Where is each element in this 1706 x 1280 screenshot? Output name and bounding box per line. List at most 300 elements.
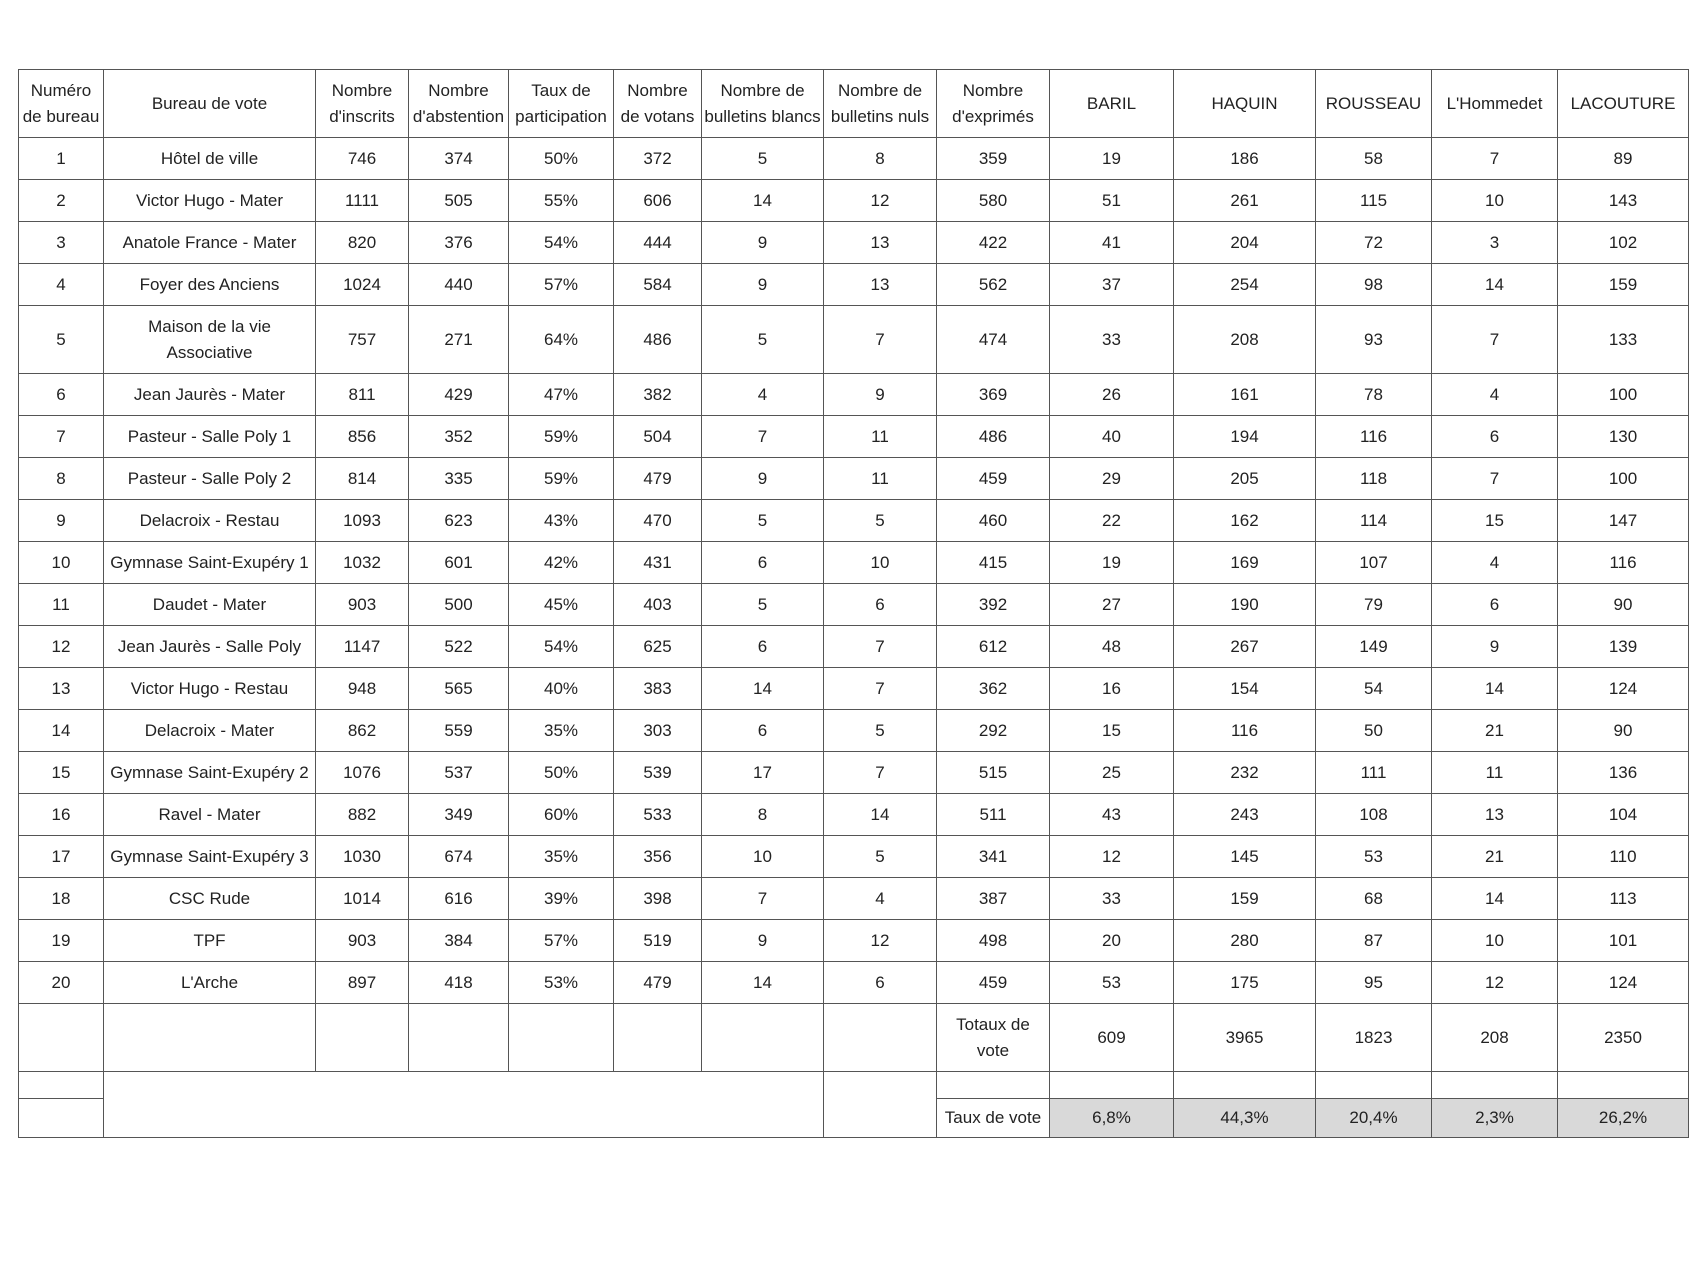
cell-blancs: 6 xyxy=(702,710,824,752)
cell-baril: 33 xyxy=(1050,306,1174,374)
cell-inscrits: 820 xyxy=(316,222,409,264)
cell-hommedet: 10 xyxy=(1432,180,1558,222)
cell-haquin: 175 xyxy=(1174,962,1316,1004)
cell-hommedet: 3 xyxy=(1432,222,1558,264)
cell-rousseau: 118 xyxy=(1316,458,1432,500)
cell-haquin: 280 xyxy=(1174,920,1316,962)
empty-cell xyxy=(824,1072,937,1099)
cell-haquin: 145 xyxy=(1174,836,1316,878)
cell-votans: 398 xyxy=(614,878,702,920)
cell-bureau: Delacroix - Restau xyxy=(104,500,316,542)
cell-baril: 41 xyxy=(1050,222,1174,264)
cell-nuls: 7 xyxy=(824,668,937,710)
table-row xyxy=(19,138,1689,180)
header-inscrits: Nombre d'inscrits xyxy=(316,70,409,138)
cell-inscrits: 1076 xyxy=(316,752,409,794)
empty-cell xyxy=(1558,1072,1689,1099)
header-numero: Numéro de bureau xyxy=(19,70,104,138)
cell-nuls: 11 xyxy=(824,458,937,500)
cell-bureau: Victor Hugo - Restau xyxy=(104,668,316,710)
rate-baril: 6,8% xyxy=(1050,1099,1174,1138)
header-row xyxy=(19,70,1689,138)
cell-rousseau: 116 xyxy=(1316,416,1432,458)
cell-baril: 26 xyxy=(1050,374,1174,416)
table-row xyxy=(19,542,1689,584)
cell-inscrits: 1093 xyxy=(316,500,409,542)
cell-participation: 64% xyxy=(509,306,614,374)
cell-haquin: 254 xyxy=(1174,264,1316,306)
cell-votans: 625 xyxy=(614,626,702,668)
cell-votans: 470 xyxy=(614,500,702,542)
cell-num: 16 xyxy=(19,794,104,836)
total-rousseau: 1823 xyxy=(1316,1004,1432,1072)
cell-hommedet: 6 xyxy=(1432,416,1558,458)
cell-bureau: Jean Jaurès - Mater xyxy=(104,374,316,416)
cell-bureau: Foyer des Anciens xyxy=(104,264,316,306)
cell-votans: 372 xyxy=(614,138,702,180)
cell-num: 6 xyxy=(19,374,104,416)
cell-participation: 43% xyxy=(509,500,614,542)
cell-inscrits: 1147 xyxy=(316,626,409,668)
cell-haquin: 154 xyxy=(1174,668,1316,710)
cell-abstention: 271 xyxy=(409,306,509,374)
cell-inscrits: 1032 xyxy=(316,542,409,584)
empty-cell xyxy=(824,1004,937,1072)
cell-exprimes: 562 xyxy=(937,264,1050,306)
cell-lacouture: 113 xyxy=(1558,878,1689,920)
cell-bureau: Gymnase Saint-Exupéry 1 xyxy=(104,542,316,584)
cell-nuls: 11 xyxy=(824,416,937,458)
merged-empty-cell xyxy=(104,1072,824,1138)
cell-bureau: TPF xyxy=(104,920,316,962)
cell-participation: 54% xyxy=(509,626,614,668)
cell-haquin: 186 xyxy=(1174,138,1316,180)
cell-hommedet: 21 xyxy=(1432,710,1558,752)
cell-bureau: Anatole France - Mater xyxy=(104,222,316,264)
cell-rousseau: 95 xyxy=(1316,962,1432,1004)
cell-baril: 16 xyxy=(1050,668,1174,710)
cell-inscrits: 882 xyxy=(316,794,409,836)
cell-nuls: 13 xyxy=(824,264,937,306)
cell-exprimes: 392 xyxy=(937,584,1050,626)
cell-abstention: 559 xyxy=(409,710,509,752)
empty-cell xyxy=(824,1099,937,1138)
table-row xyxy=(19,222,1689,264)
cell-exprimes: 511 xyxy=(937,794,1050,836)
cell-baril: 29 xyxy=(1050,458,1174,500)
cell-abstention: 616 xyxy=(409,878,509,920)
cell-num: 1 xyxy=(19,138,104,180)
empty-cell xyxy=(1050,1072,1174,1099)
cell-blancs: 14 xyxy=(702,962,824,1004)
cell-rousseau: 87 xyxy=(1316,920,1432,962)
cell-abstention: 601 xyxy=(409,542,509,584)
cell-lacouture: 110 xyxy=(1558,836,1689,878)
cell-haquin: 243 xyxy=(1174,794,1316,836)
cell-abstention: 623 xyxy=(409,500,509,542)
totals-row xyxy=(19,1004,1689,1072)
cell-baril: 53 xyxy=(1050,962,1174,1004)
cell-votans: 479 xyxy=(614,458,702,500)
empty-cell xyxy=(316,1004,409,1072)
cell-blancs: 5 xyxy=(702,306,824,374)
cell-participation: 59% xyxy=(509,458,614,500)
cell-blancs: 5 xyxy=(702,138,824,180)
cell-num: 3 xyxy=(19,222,104,264)
cell-inscrits: 903 xyxy=(316,920,409,962)
cell-inscrits: 1014 xyxy=(316,878,409,920)
cell-participation: 53% xyxy=(509,962,614,1004)
cell-abstention: 352 xyxy=(409,416,509,458)
cell-nuls: 5 xyxy=(824,836,937,878)
total-lacouture: 2350 xyxy=(1558,1004,1689,1072)
cell-abstention: 505 xyxy=(409,180,509,222)
cell-rousseau: 50 xyxy=(1316,710,1432,752)
cell-blancs: 5 xyxy=(702,500,824,542)
rate-hommedet: 2,3% xyxy=(1432,1099,1558,1138)
cell-rousseau: 108 xyxy=(1316,794,1432,836)
table-row xyxy=(19,752,1689,794)
cell-votans: 479 xyxy=(614,962,702,1004)
cell-baril: 48 xyxy=(1050,626,1174,668)
cell-num: 11 xyxy=(19,584,104,626)
cell-haquin: 159 xyxy=(1174,878,1316,920)
cell-lacouture: 89 xyxy=(1558,138,1689,180)
rate-lacouture: 26,2% xyxy=(1558,1099,1689,1138)
table-row xyxy=(19,878,1689,920)
cell-baril: 19 xyxy=(1050,542,1174,584)
header-participation: Taux de participation xyxy=(509,70,614,138)
cell-exprimes: 341 xyxy=(937,836,1050,878)
cell-exprimes: 580 xyxy=(937,180,1050,222)
cell-rousseau: 115 xyxy=(1316,180,1432,222)
cell-rousseau: 114 xyxy=(1316,500,1432,542)
cell-hommedet: 14 xyxy=(1432,264,1558,306)
cell-lacouture: 124 xyxy=(1558,962,1689,1004)
cell-blancs: 4 xyxy=(702,374,824,416)
cell-lacouture: 90 xyxy=(1558,584,1689,626)
table-row xyxy=(19,836,1689,878)
cell-lacouture: 116 xyxy=(1558,542,1689,584)
cell-baril: 15 xyxy=(1050,710,1174,752)
cell-lacouture: 136 xyxy=(1558,752,1689,794)
table-row xyxy=(19,668,1689,710)
cell-num: 13 xyxy=(19,668,104,710)
header-lacouture: LACOUTURE xyxy=(1558,70,1689,138)
cell-hommedet: 10 xyxy=(1432,920,1558,962)
table-row xyxy=(19,794,1689,836)
table-row xyxy=(19,920,1689,962)
cell-rousseau: 68 xyxy=(1316,878,1432,920)
cell-hommedet: 6 xyxy=(1432,584,1558,626)
rates-label: Taux de vote xyxy=(937,1099,1050,1138)
cell-blancs: 8 xyxy=(702,794,824,836)
cell-abstention: 500 xyxy=(409,584,509,626)
cell-inscrits: 948 xyxy=(316,668,409,710)
cell-hommedet: 13 xyxy=(1432,794,1558,836)
cell-blancs: 9 xyxy=(702,458,824,500)
table-row xyxy=(19,458,1689,500)
table-row xyxy=(19,584,1689,626)
cell-votans: 403 xyxy=(614,584,702,626)
empty-cell xyxy=(614,1004,702,1072)
header-rousseau: ROUSSEAU xyxy=(1316,70,1432,138)
cell-blancs: 7 xyxy=(702,416,824,458)
cell-num: 15 xyxy=(19,752,104,794)
cell-nuls: 10 xyxy=(824,542,937,584)
cell-baril: 19 xyxy=(1050,138,1174,180)
cell-num: 18 xyxy=(19,878,104,920)
cell-hommedet: 4 xyxy=(1432,542,1558,584)
cell-bureau: Jean Jaurès - Salle Poly xyxy=(104,626,316,668)
header-haquin: HAQUIN xyxy=(1174,70,1316,138)
cell-num: 20 xyxy=(19,962,104,1004)
cell-haquin: 161 xyxy=(1174,374,1316,416)
cell-rousseau: 58 xyxy=(1316,138,1432,180)
cell-num: 2 xyxy=(19,180,104,222)
cell-votans: 533 xyxy=(614,794,702,836)
cell-participation: 42% xyxy=(509,542,614,584)
cell-nuls: 12 xyxy=(824,920,937,962)
table-row xyxy=(19,306,1689,374)
table-row xyxy=(19,626,1689,668)
cell-inscrits: 757 xyxy=(316,306,409,374)
cell-votans: 606 xyxy=(614,180,702,222)
cell-votans: 444 xyxy=(614,222,702,264)
cell-hommedet: 11 xyxy=(1432,752,1558,794)
header-nuls: Nombre de bulletins nuls xyxy=(824,70,937,138)
cell-hommedet: 4 xyxy=(1432,374,1558,416)
empty-cell xyxy=(509,1004,614,1072)
cell-nuls: 4 xyxy=(824,878,937,920)
cell-rousseau: 93 xyxy=(1316,306,1432,374)
header-votans: Nombre de votans xyxy=(614,70,702,138)
cell-bureau: Daudet - Mater xyxy=(104,584,316,626)
cell-bureau: Victor Hugo - Mater xyxy=(104,180,316,222)
cell-num: 8 xyxy=(19,458,104,500)
cell-blancs: 14 xyxy=(702,668,824,710)
cell-rousseau: 72 xyxy=(1316,222,1432,264)
cell-votans: 584 xyxy=(614,264,702,306)
cell-rousseau: 149 xyxy=(1316,626,1432,668)
cell-lacouture: 147 xyxy=(1558,500,1689,542)
cell-lacouture: 143 xyxy=(1558,180,1689,222)
cell-blancs: 17 xyxy=(702,752,824,794)
cell-participation: 39% xyxy=(509,878,614,920)
cell-exprimes: 486 xyxy=(937,416,1050,458)
rate-rousseau: 20,4% xyxy=(1316,1099,1432,1138)
cell-blancs: 10 xyxy=(702,836,824,878)
cell-nuls: 14 xyxy=(824,794,937,836)
cell-bureau: Gymnase Saint-Exupéry 2 xyxy=(104,752,316,794)
cell-lacouture: 101 xyxy=(1558,920,1689,962)
cell-lacouture: 102 xyxy=(1558,222,1689,264)
cell-bureau: CSC Rude xyxy=(104,878,316,920)
cell-participation: 57% xyxy=(509,920,614,962)
cell-exprimes: 359 xyxy=(937,138,1050,180)
cell-nuls: 7 xyxy=(824,306,937,374)
cell-num: 9 xyxy=(19,500,104,542)
empty-cell xyxy=(19,1099,104,1138)
cell-inscrits: 814 xyxy=(316,458,409,500)
cell-blancs: 14 xyxy=(702,180,824,222)
cell-votans: 303 xyxy=(614,710,702,752)
cell-nuls: 6 xyxy=(824,584,937,626)
cell-hommedet: 7 xyxy=(1432,306,1558,374)
cell-exprimes: 459 xyxy=(937,962,1050,1004)
cell-exprimes: 362 xyxy=(937,668,1050,710)
cell-haquin: 194 xyxy=(1174,416,1316,458)
table-row xyxy=(19,180,1689,222)
table-row xyxy=(19,374,1689,416)
cell-abstention: 418 xyxy=(409,962,509,1004)
cell-haquin: 267 xyxy=(1174,626,1316,668)
cell-participation: 35% xyxy=(509,710,614,752)
cell-baril: 37 xyxy=(1050,264,1174,306)
cell-inscrits: 903 xyxy=(316,584,409,626)
cell-haquin: 162 xyxy=(1174,500,1316,542)
empty-cell xyxy=(937,1072,1050,1099)
cell-nuls: 5 xyxy=(824,710,937,752)
cell-haquin: 261 xyxy=(1174,180,1316,222)
cell-abstention: 374 xyxy=(409,138,509,180)
cell-baril: 22 xyxy=(1050,500,1174,542)
empty-cell xyxy=(409,1004,509,1072)
cell-exprimes: 459 xyxy=(937,458,1050,500)
cell-abstention: 335 xyxy=(409,458,509,500)
cell-num: 5 xyxy=(19,306,104,374)
cell-num: 19 xyxy=(19,920,104,962)
empty-cell xyxy=(1432,1072,1558,1099)
header-bureau: Bureau de vote xyxy=(104,70,316,138)
cell-hommedet: 14 xyxy=(1432,668,1558,710)
cell-nuls: 5 xyxy=(824,500,937,542)
cell-baril: 43 xyxy=(1050,794,1174,836)
cell-baril: 40 xyxy=(1050,416,1174,458)
cell-inscrits: 862 xyxy=(316,710,409,752)
cell-abstention: 674 xyxy=(409,836,509,878)
cell-votans: 519 xyxy=(614,920,702,962)
cell-haquin: 205 xyxy=(1174,458,1316,500)
header-abstention: Nombre d'abstention xyxy=(409,70,509,138)
table-row xyxy=(19,500,1689,542)
cell-blancs: 9 xyxy=(702,222,824,264)
cell-exprimes: 498 xyxy=(937,920,1050,962)
cell-haquin: 190 xyxy=(1174,584,1316,626)
cell-lacouture: 100 xyxy=(1558,374,1689,416)
total-hommedet: 208 xyxy=(1432,1004,1558,1072)
cell-lacouture: 124 xyxy=(1558,668,1689,710)
cell-hommedet: 7 xyxy=(1432,458,1558,500)
totals-label: Totaux de vote xyxy=(937,1004,1050,1072)
cell-participation: 55% xyxy=(509,180,614,222)
cell-rousseau: 107 xyxy=(1316,542,1432,584)
cell-baril: 12 xyxy=(1050,836,1174,878)
cell-exprimes: 612 xyxy=(937,626,1050,668)
cell-abstention: 565 xyxy=(409,668,509,710)
cell-participation: 54% xyxy=(509,222,614,264)
spacer-row xyxy=(19,1072,1689,1099)
cell-rousseau: 79 xyxy=(1316,584,1432,626)
empty-cell xyxy=(702,1004,824,1072)
cell-nuls: 6 xyxy=(824,962,937,1004)
cell-blancs: 7 xyxy=(702,878,824,920)
election-results-table xyxy=(18,69,1689,1138)
cell-lacouture: 139 xyxy=(1558,626,1689,668)
empty-cell xyxy=(19,1004,104,1072)
cell-num: 10 xyxy=(19,542,104,584)
cell-haquin: 208 xyxy=(1174,306,1316,374)
cell-num: 4 xyxy=(19,264,104,306)
cell-rousseau: 78 xyxy=(1316,374,1432,416)
cell-haquin: 204 xyxy=(1174,222,1316,264)
cell-blancs: 6 xyxy=(702,626,824,668)
cell-bureau: Pasteur - Salle Poly 1 xyxy=(104,416,316,458)
cell-haquin: 232 xyxy=(1174,752,1316,794)
total-haquin: 3965 xyxy=(1174,1004,1316,1072)
cell-hommedet: 12 xyxy=(1432,962,1558,1004)
cell-lacouture: 100 xyxy=(1558,458,1689,500)
cell-baril: 33 xyxy=(1050,878,1174,920)
cell-blancs: 6 xyxy=(702,542,824,584)
cell-hommedet: 15 xyxy=(1432,500,1558,542)
cell-exprimes: 474 xyxy=(937,306,1050,374)
cell-votans: 486 xyxy=(614,306,702,374)
cell-inscrits: 1024 xyxy=(316,264,409,306)
cell-participation: 35% xyxy=(509,836,614,878)
cell-votans: 383 xyxy=(614,668,702,710)
cell-baril: 20 xyxy=(1050,920,1174,962)
empty-cell xyxy=(104,1004,316,1072)
cell-bureau: Gymnase Saint-Exupéry 3 xyxy=(104,836,316,878)
cell-exprimes: 460 xyxy=(937,500,1050,542)
total-baril: 609 xyxy=(1050,1004,1174,1072)
cell-lacouture: 159 xyxy=(1558,264,1689,306)
cell-nuls: 7 xyxy=(824,752,937,794)
cell-blancs: 9 xyxy=(702,920,824,962)
cell-lacouture: 104 xyxy=(1558,794,1689,836)
cell-rousseau: 111 xyxy=(1316,752,1432,794)
cell-baril: 27 xyxy=(1050,584,1174,626)
cell-haquin: 116 xyxy=(1174,710,1316,752)
cell-votans: 356 xyxy=(614,836,702,878)
cell-rousseau: 53 xyxy=(1316,836,1432,878)
cell-exprimes: 369 xyxy=(937,374,1050,416)
cell-abstention: 440 xyxy=(409,264,509,306)
cell-abstention: 522 xyxy=(409,626,509,668)
cell-nuls: 12 xyxy=(824,180,937,222)
cell-bureau: Pasteur - Salle Poly 2 xyxy=(104,458,316,500)
cell-lacouture: 90 xyxy=(1558,710,1689,752)
cell-exprimes: 515 xyxy=(937,752,1050,794)
cell-nuls: 7 xyxy=(824,626,937,668)
cell-hommedet: 7 xyxy=(1432,138,1558,180)
cell-inscrits: 811 xyxy=(316,374,409,416)
cell-participation: 59% xyxy=(509,416,614,458)
cell-nuls: 8 xyxy=(824,138,937,180)
cell-bureau: Ravel - Mater xyxy=(104,794,316,836)
cell-lacouture: 133 xyxy=(1558,306,1689,374)
cell-blancs: 5 xyxy=(702,584,824,626)
cell-participation: 60% xyxy=(509,794,614,836)
cell-bureau: Maison de la vie Associative xyxy=(104,306,316,374)
cell-hommedet: 9 xyxy=(1432,626,1558,668)
cell-nuls: 9 xyxy=(824,374,937,416)
cell-votans: 539 xyxy=(614,752,702,794)
cell-abstention: 537 xyxy=(409,752,509,794)
cell-num: 14 xyxy=(19,710,104,752)
rate-haquin: 44,3% xyxy=(1174,1099,1316,1138)
